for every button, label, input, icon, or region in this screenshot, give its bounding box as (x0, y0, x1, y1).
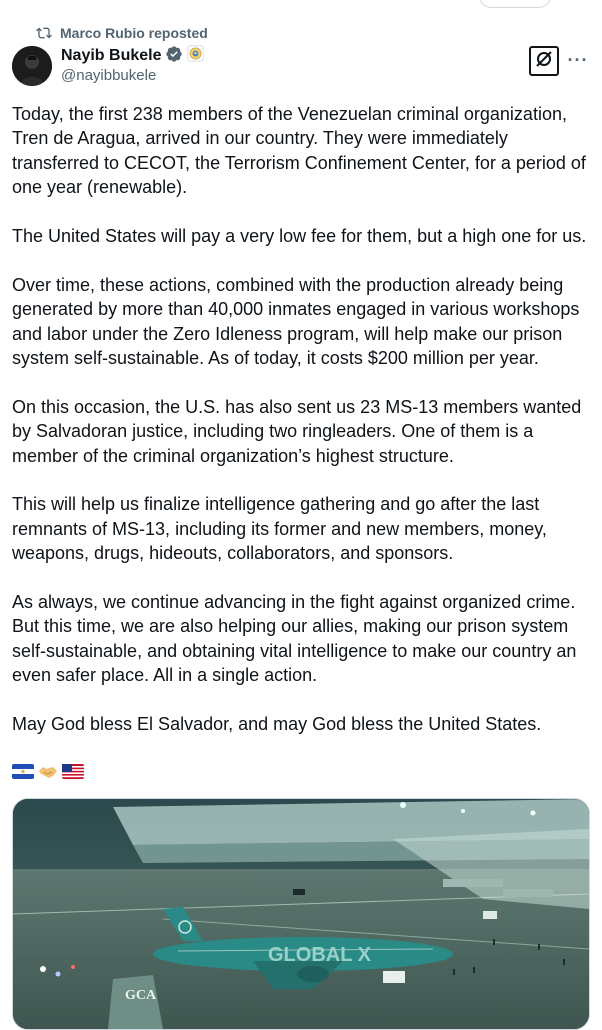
government-affiliation-badge-icon[interactable] (187, 45, 204, 67)
tweet-paragraph: Today, the first 238 members of the Venezuelan criminal organization, Tren de Aragua, arrived in our country. They were immediately transferred to CECOT, the Terrorism Confinement Center, for a period of one year (renewable). (12, 104, 586, 198)
handshake-icon (38, 764, 58, 785)
repost-context[interactable] (36, 24, 208, 42)
verified-badge-icon[interactable] (165, 45, 183, 68)
tweet-text (12, 102, 594, 761)
author-name[interactable]: Nayib Bukele (61, 47, 162, 64)
emoji-row (12, 765, 84, 783)
tweet-paragraph: On this occasion, the U.S. has also sent us 23 MS-13 members wanted by Salvadoran justice, including two ringleaders. One of them is a member of the criminal organization’s highest structure. (12, 396, 582, 466)
top-pill-button[interactable] (478, 0, 552, 8)
flag-el-salvador-icon (12, 764, 34, 784)
author-handle[interactable]: @nayibbukele (61, 67, 157, 84)
aircraft-livery: GLOBAL X (268, 944, 371, 966)
avatar[interactable] (12, 46, 52, 86)
more-options-button[interactable] (568, 50, 588, 70)
tweet-paragraph: As always, we continue advancing in the fight against organized crime. But this time, we are also helping our allies, making our prison system self-sustainable, and obtaining vital intelligence to make our country an even safer place. All in a single action. (12, 592, 577, 686)
more-options-icon: ··· (567, 49, 589, 70)
tail-letters: GCA (125, 988, 157, 1003)
repost-icon (36, 25, 52, 41)
tweet-media[interactable] (12, 798, 590, 1030)
grok-button[interactable] (529, 46, 559, 76)
airport-night-photo (13, 799, 589, 1029)
tweet-paragraph: This will help us finalize intelligence gathering and go after the last remnants of MS-13, including its former and new members, money, weapons, drugs, hideouts, collaborators, and sponsors. (12, 494, 547, 564)
grok-icon (534, 49, 554, 74)
author-name-row[interactable] (61, 45, 204, 67)
tweet-paragraph: May God bless El Salvador, and may God bless the United States. (12, 714, 542, 735)
repost-label: Marco Rubio reposted (60, 25, 208, 41)
tweet-paragraph: Over time, these actions, combined with the production already being generated by more than 40,000 inmates engaged in various workshops and labor under the Zero Idleness program, will help make our prison system self-sustainable. As of today, it costs $200 million per year. (12, 274, 580, 369)
tweet-paragraph: The United States will pay a very low fee for them, but a high one for us. (12, 226, 587, 247)
flag-united-states-icon (62, 764, 84, 784)
